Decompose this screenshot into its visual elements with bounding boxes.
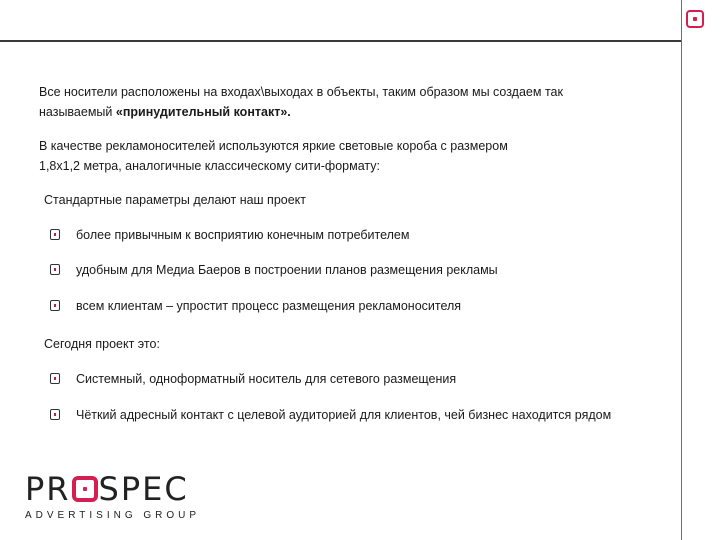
side-rule bbox=[681, 0, 682, 540]
prospec-logo bbox=[25, 472, 200, 521]
intro-line-4: 1,8х1,2 метра, аналогичные классическому сити-формату: bbox=[39, 159, 380, 173]
intro-line-2-bold: «принудительный контакт». bbox=[115, 105, 291, 119]
logo-o-icon bbox=[72, 476, 98, 502]
section2-heading: Сегодня проект это: bbox=[44, 337, 160, 351]
list-item-text: всем клиентам – упростит процесс размещения рекламоносителя bbox=[76, 299, 462, 313]
logo-word-left: PR bbox=[25, 470, 71, 508]
intro-paragraph-2 bbox=[39, 136, 508, 176]
logo-word-right: SPEC bbox=[98, 470, 189, 508]
list-item-text: Чёткий адресный контакт с целевой аудиторией для клиентов, чей бизнес находится рядом bbox=[76, 408, 612, 422]
section1-heading: Стандартные параметры делают наш проект bbox=[44, 193, 307, 207]
bullet-icon bbox=[50, 264, 60, 275]
bullet-icon bbox=[50, 409, 60, 420]
bullet-icon bbox=[50, 373, 60, 384]
list-item-text: более привычным к восприятию конечным потребителем bbox=[76, 228, 410, 242]
corner-logo-icon bbox=[686, 10, 704, 28]
header-rule bbox=[0, 40, 682, 42]
bullet-icon bbox=[50, 229, 60, 240]
bullet-icon bbox=[50, 300, 60, 311]
intro-line-3: В качестве рекламоносителей используются яркие световые короба с размером bbox=[39, 139, 508, 153]
intro-paragraph-1 bbox=[39, 82, 563, 122]
list-item-text: удобным для Медиа Баеров в построении планов размещения рекламы bbox=[76, 263, 498, 277]
intro-line-1: Все носители расположены на входах\выходах в объекты, таким образом мы создаем так bbox=[39, 85, 563, 99]
logo-tagline: ADVERTISING GROUP bbox=[25, 510, 201, 521]
intro-line-2-prefix: называемый bbox=[39, 105, 116, 119]
list-item-text: Системный, одноформатный носитель для сетевого размещения bbox=[76, 372, 457, 386]
logo-wordmark bbox=[25, 472, 200, 506]
